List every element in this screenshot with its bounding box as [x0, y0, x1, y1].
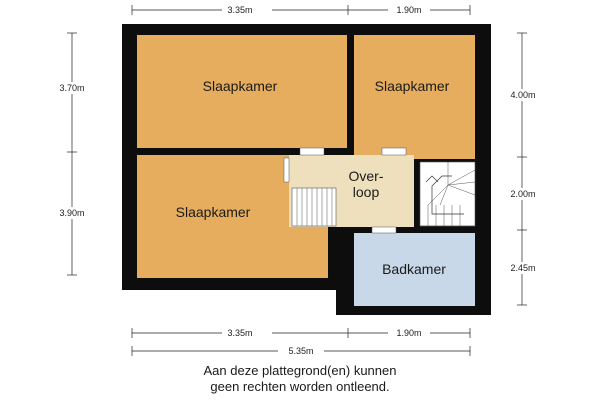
dim-right-middle: 2.00m — [510, 189, 536, 199]
label-landing-line2: loop — [352, 184, 380, 200]
label-bedroom-bottom-left: Slaapkamer — [175, 204, 251, 220]
label-bathroom: Badkamer — [382, 261, 446, 277]
stairs-right — [420, 162, 475, 226]
stairs-left — [292, 188, 336, 226]
disclaimer-line-1: Aan deze plattegrond(en) kunnen — [203, 363, 397, 378]
disclaimer-line-2: geen rechten worden ontleend. — [210, 379, 390, 394]
dim-left-upper: 3.70m — [59, 83, 85, 93]
dim-bottom-left: 3.35m — [227, 328, 253, 338]
dim-bottom-right: 1.90m — [396, 328, 422, 338]
label-landing-line1: Over- — [348, 168, 384, 184]
dim-bottom-total: 5.35m — [288, 346, 314, 356]
dim-right-lower: 2.45m — [510, 263, 536, 273]
dimension-lines-left — [67, 33, 77, 275]
dim-top-right: 1.90m — [396, 5, 422, 15]
room-bedroom-top-right — [354, 35, 475, 159]
dim-left-lower: 3.90m — [59, 208, 85, 218]
dim-right-upper: 4.00m — [510, 90, 536, 100]
label-bedroom-top-left: Slaapkamer — [202, 78, 278, 94]
label-bedroom-top-right: Slaapkamer — [374, 78, 450, 94]
dim-top-left: 3.35m — [227, 5, 253, 15]
